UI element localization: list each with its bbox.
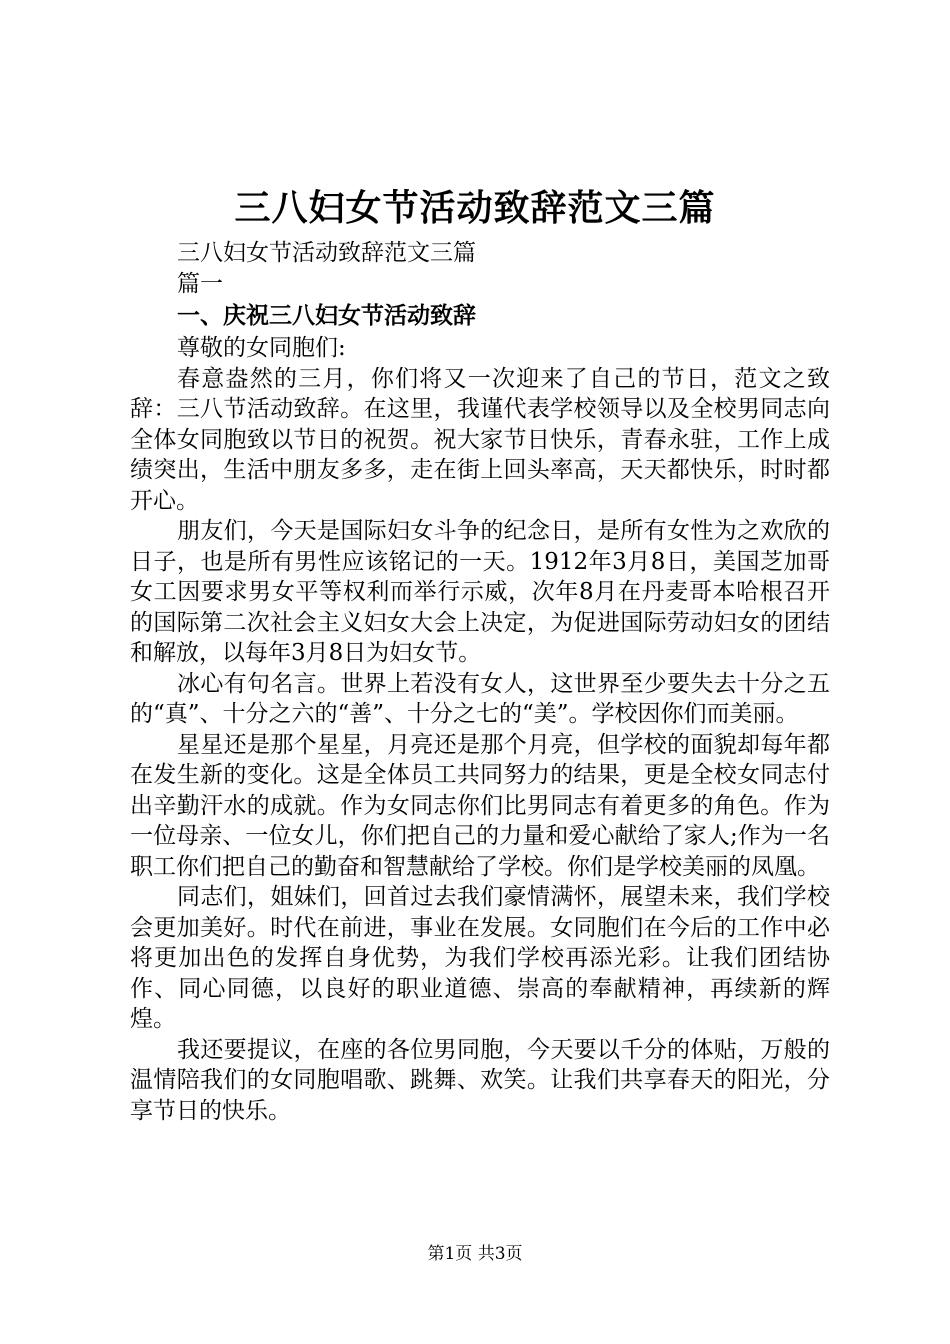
paragraph: 星星还是那个星星，月亮还是那个月亮，但学校的面貌却每年都在发生新的变化。这是全体员工共同努力的结果，更是全校女同志付出辛勤汗水的成就。作为女同志你们比男同志有着更多的角色。作为一位母亲、一位女儿，你们把自己的力量和爱心献给了家人;作为一名职工你们把自己的勤奋和智慧献给了学校。你们是学校美丽的凤凰。 (130, 731, 830, 880)
paragraph: 我还要提议，在座的各位男同胞，今天要以千分的体贴，万般的温情陪我们的女同胞唱歌、跳舞、欢笑。让我们共享春天的阳光，分享节日的快乐。 (130, 1036, 830, 1124)
subtitle: 三八妇女节活动致辞范文三篇 (177, 240, 476, 266)
page-footer: 第1页 共3页 (427, 1244, 523, 1264)
paragraph: 春意盎然的三月，你们将又一次迎来了自己的节日，范文之致辞：三八节活动致辞。在这里，我谨代表学校领导以及全校男同志向全体女同胞致以节日的祝贺。祝大家节日快乐，青春永驻，工作上成绩突出，生活中朋友多多，走在街上回头率高，天天都快乐，时时都开心。 (130, 365, 830, 514)
document-title: 三八妇女节活动致辞范文三篇 (234, 188, 716, 229)
section-heading: 一、庆祝三八妇女节活动致辞 (177, 303, 476, 329)
paragraph: 同志们，姐妹们，回首过去我们豪情满怀，展望未来，我们学校会更加美好。时代在前进，事业在发展。女同胞们在今后的工作中必将更加出色的发挥自身优势，为我们学校再添光彩。让我们团结协作、同心同德，以良好的职业道德、崇高的奉献精神，再续新的辉煌。 (130, 884, 830, 1032)
paragraph: 朋友们，今天是国际妇女斗争的纪念日，是所有女性为之欢欣的日子，也是所有男性应该铭记的一天。1912年3月8日，美国芝加哥女工因要求男女平等权利而举行示威，次年8月在丹麦哥本哈根召开的国际第二次社会主义妇女大会上决定，为促进国际劳动妇女的团结和解放，以每年3月8日为妇女节。 (130, 518, 830, 666)
document-body (130, 238, 830, 1126)
salutation: 尊敬的女同胞们: (177, 335, 346, 361)
section-label: 篇一 (177, 270, 223, 297)
paragraph: 冰心有句名言。世界上若没有女人，这世界至少要失去十分之五的“真”、十分之六的“善”、十分之七的“美”。学校因你们而美丽。 (130, 670, 830, 727)
